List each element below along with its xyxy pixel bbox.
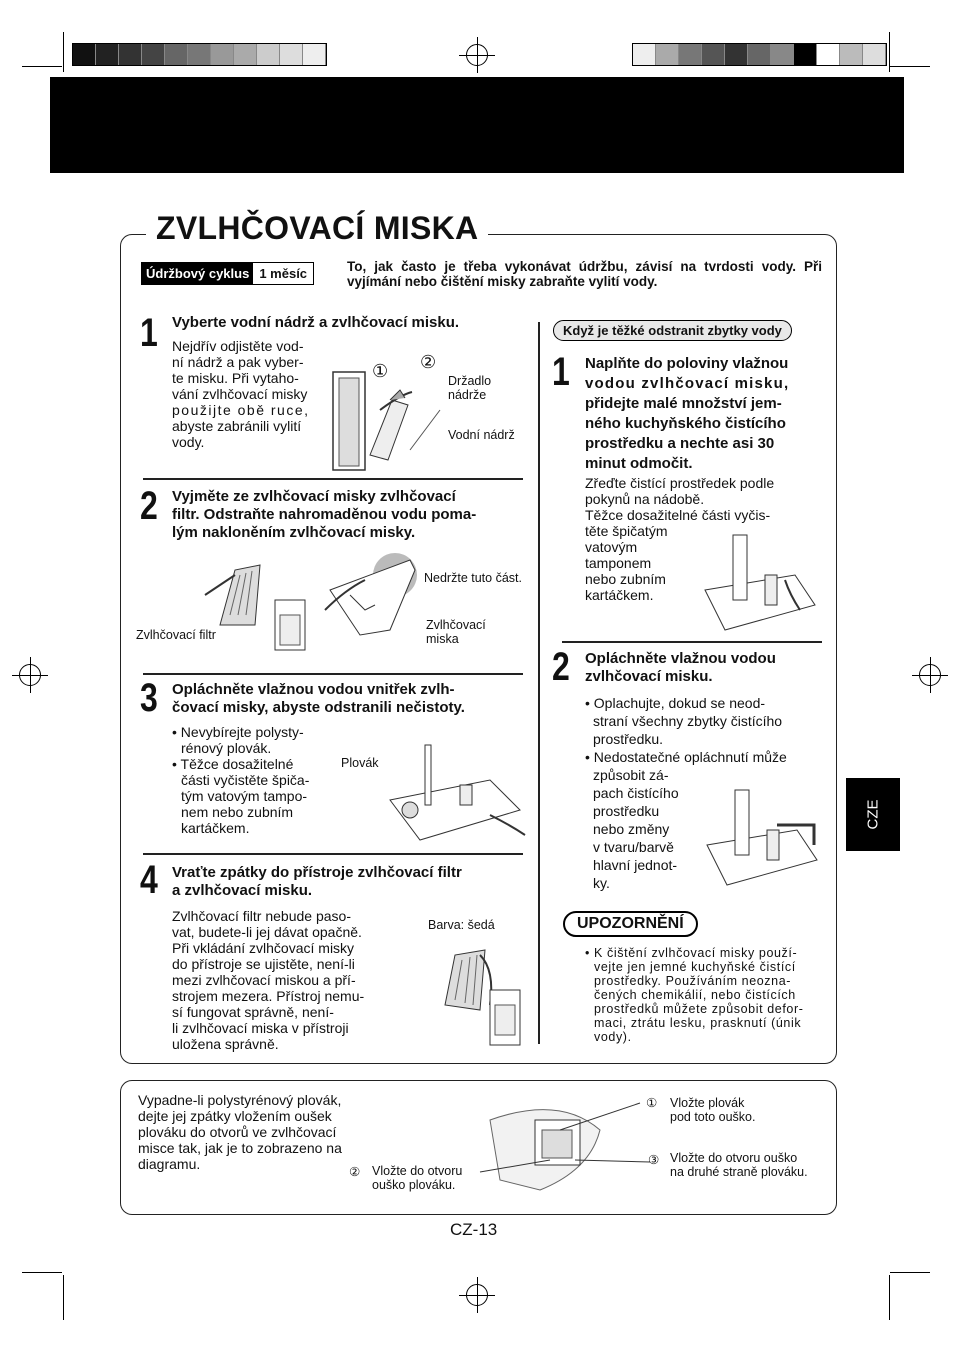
reinsert-illustration xyxy=(420,935,530,1050)
registration-mark xyxy=(459,37,495,73)
step-number: 2 xyxy=(552,645,570,689)
caution-text: • K čištění zvlhčovací misky použí- vejte jen jemné kuchyňské čistící prostředky. Používáním neozna- čených chemikálií, nebo čistících prostředků můžete způsobit defor- maci, ztrátu lesku, prasknutí (únik vody). xyxy=(585,946,804,1044)
color-bar-left xyxy=(72,43,327,66)
step-number: 1 xyxy=(552,350,570,394)
tank-handle-label: Držadlo nádrže xyxy=(448,374,492,402)
step-body: Zřeďte čistící prostředek podle pokynů na nádobě. Těžce dosažitelné části vyčis- těte špičatým vatovým tamponem nebo zubním kartáčkem. xyxy=(585,475,775,603)
float-label: Plovák xyxy=(341,756,379,770)
humidifying-tray-label: Zvlhčovací miska xyxy=(426,618,486,646)
crop-mark xyxy=(890,1272,930,1273)
float-insertion-illustration xyxy=(480,1090,650,1200)
step-title: Opláchněte vlažnou vodou zvlhčovací misku. xyxy=(585,650,776,685)
step-body: Nejdřív odjistěte vod- ní nádrž a pak vyber- te misku. Při vytaho- vání zvlhčovací misky použijte obě ruce, abyste zabránili vylití vody. xyxy=(172,338,310,450)
water-tank-label: Vodní nádrž xyxy=(448,428,515,442)
soak-tray-illustration xyxy=(700,535,820,640)
maintenance-cycle-badge xyxy=(141,262,314,285)
callout-2-text: Vložte do otvoru ouško plováku. xyxy=(372,1164,463,1192)
float-tip-text: Vypadne-li polystyrénový plovák, dejte jej zpátky vložením oušek plováku do otvorů ve zvlhčovací misce tak, jak je to zobrazeno na diagramu. xyxy=(138,1092,342,1172)
circle-2-marker: ② xyxy=(420,352,437,372)
step-title: Vyjměte ze zvlhčovací misky zvlhčovací filtr. Odstraňte nahromaděnou vodu poma- lým nakloněním zvlhčovací misky. xyxy=(172,488,477,541)
crop-mark xyxy=(63,32,64,72)
step-title: Opláchněte vlažnou vodou vnitřek zvlh- čovací misky, abyste odstranili nečistoty. xyxy=(172,681,465,716)
step-bullets: • Oplachujte, dokud se neod- straní všechny zbytky čistícího prostředku. • Nedostatečné opláchnutí může způsobit zá- pach čistícího prostředku nebo změny v tvaru/barvě hlavní jednot- ky. xyxy=(585,695,787,891)
intro-text: To, jak často je třeba vykonávat údržbu, závisí na tvrdosti vody. Při vyjímání nebo čištění misky zabraňte vylití vody. xyxy=(347,259,822,289)
color-bar-right xyxy=(632,43,887,66)
callout-3-text: Vložte do otvoru ouško na druhé straně plováku. xyxy=(670,1151,808,1179)
crop-mark xyxy=(889,1275,890,1320)
page-title: ZVLHČOVACÍ MISKA xyxy=(146,210,488,247)
color-gray-label: Barva: šedá xyxy=(428,918,495,932)
callout-3-number: ③ xyxy=(648,1153,660,1167)
divider xyxy=(143,673,523,675)
circle-1-marker: ① xyxy=(372,361,389,381)
registration-mark xyxy=(459,1277,495,1313)
callout-1-number: ① xyxy=(646,1096,658,1110)
registration-mark xyxy=(12,657,48,693)
step-number: 4 xyxy=(140,858,158,902)
caution-heading: UPOZORNĚNÍ xyxy=(563,911,698,937)
callout-2-number: ② xyxy=(349,1165,361,1179)
step-title: Vyberte vodní nádrž a zvlhčovací misku. xyxy=(172,314,460,331)
step-number: 1 xyxy=(140,311,158,355)
step-bullets: • Nevybírejte polysty- rénový plovák. • Těžce dosažitelné části vyčistěte špiča- tým vatovým tampo- nem nebo zubním kartáčkem. xyxy=(172,724,310,836)
maintenance-cycle-label: Údržbový cyklus xyxy=(142,263,253,284)
hard-residue-pill: Když je těžké odstranit zbytky vody xyxy=(553,320,792,341)
callout-1-text: Vložte plovák pod toto ouško. xyxy=(670,1096,756,1124)
crop-mark xyxy=(22,66,62,67)
divider xyxy=(143,478,523,480)
maintenance-cycle-value: 1 měsíc xyxy=(253,263,313,284)
crop-mark xyxy=(63,1275,64,1320)
registration-mark xyxy=(912,657,948,693)
step-number: 3 xyxy=(140,676,158,720)
divider xyxy=(143,853,523,855)
humidifying-filter-label: Zvlhčovací filtr xyxy=(136,628,216,642)
page-number: CZ-13 xyxy=(450,1220,498,1239)
crop-mark xyxy=(22,1272,62,1273)
rinse-tray-illustration-2 xyxy=(702,785,822,890)
rinse-tray-illustration xyxy=(370,740,530,845)
step-body: Zvlhčovací filtr nebude paso- vat, budete-li jej dávat opačně. Při vkládání zvlhčovací misky do přístroje se ujistěte, není-li mezi zvlhčovací miskou a pří- strojem mezera. Přístroj nemu- sí fungovat správně, není- li zvlhčovací miska v přístroji uložena správně. xyxy=(172,908,365,1052)
filter-removal-illustration xyxy=(200,555,320,655)
step-number: 2 xyxy=(140,484,158,528)
step-title: Vraťte zpátky do přístroje zvlhčovací filtr a zvlhčovací misku. xyxy=(172,864,462,899)
column-divider xyxy=(538,322,540,1044)
tray-tilt-illustration xyxy=(320,550,430,640)
divider xyxy=(562,641,822,643)
do-not-hold-label: Nedržte tuto část. xyxy=(424,571,522,585)
header-band xyxy=(50,77,904,173)
language-tab: CZE xyxy=(846,778,900,851)
step-title: Naplňte do poloviny vlažnou vodou zvlhčovací misku, přidejte malé množství jem- ného kuchyňského čistícího prostředku a nechte asi 30 minut odmočit. xyxy=(585,355,790,472)
crop-mark xyxy=(890,66,930,67)
